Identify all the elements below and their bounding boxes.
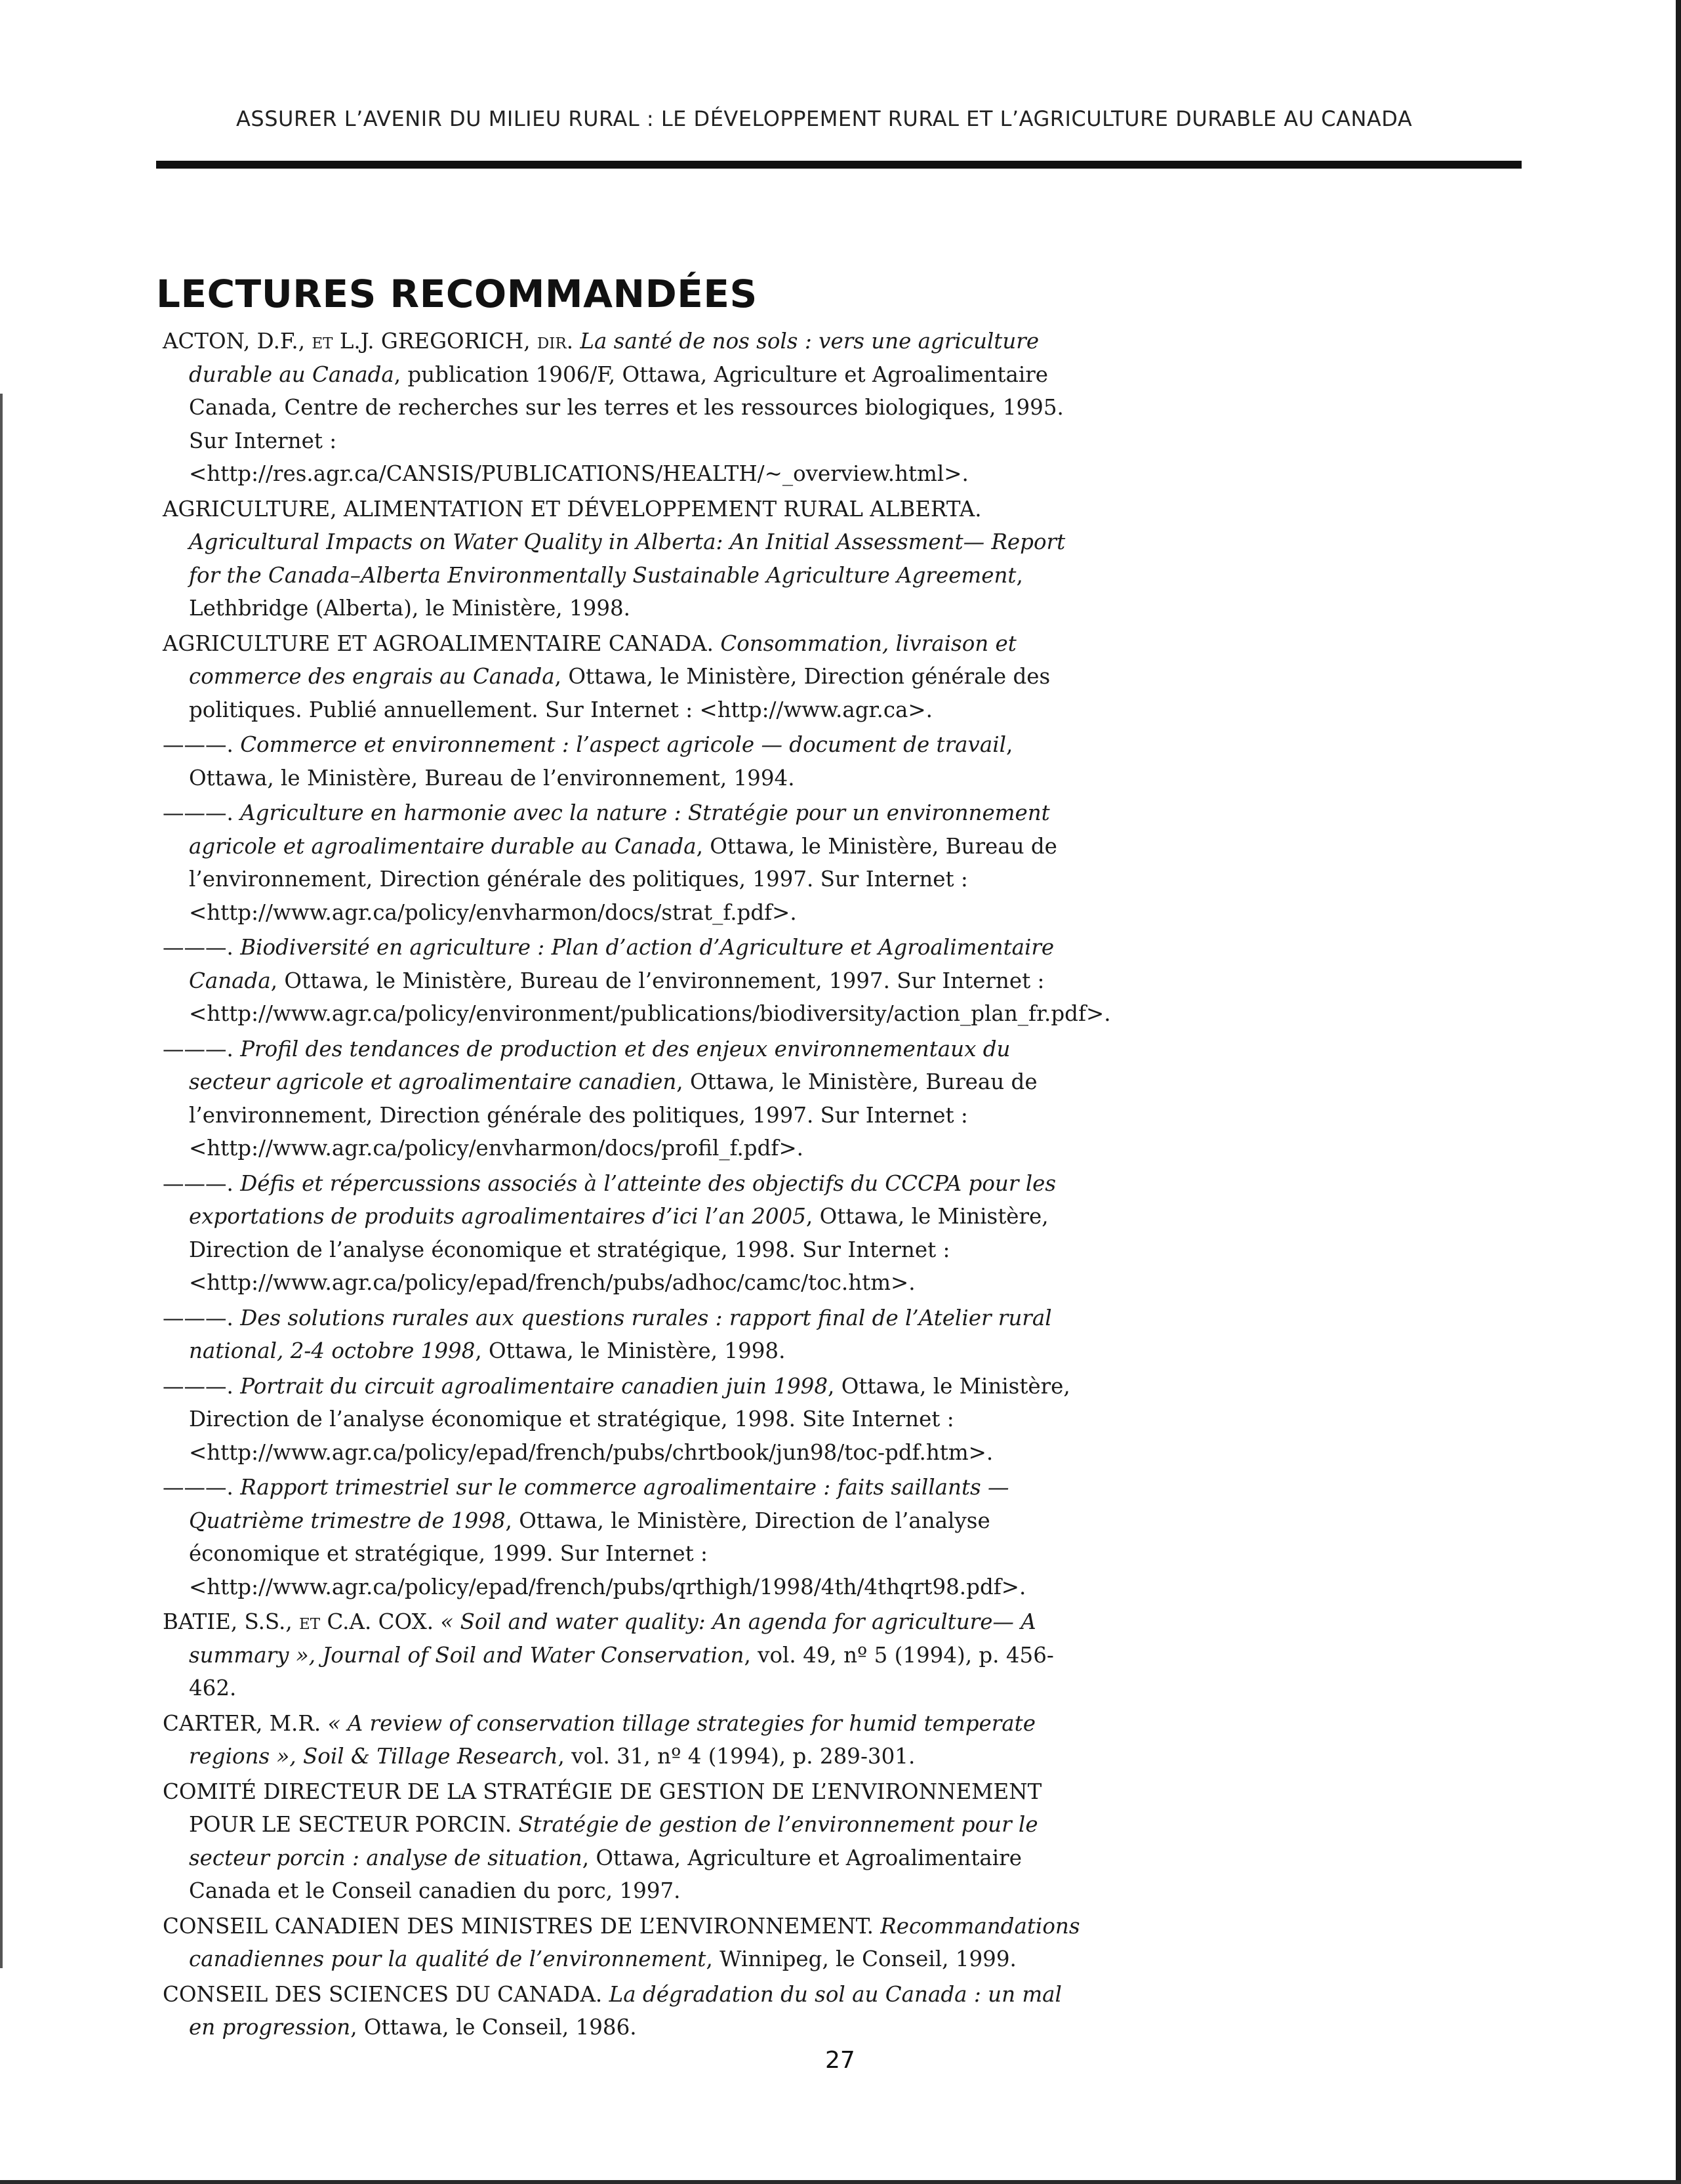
scan-edge-bottom <box>0 2180 1681 2184</box>
scan-edge-right <box>1676 0 1681 2184</box>
reference-entry: ———. Portrait du circuit agroalimentaire canadien juin 1998, Ottawa, le Ministère, Direction de l’analyse économique et stratégique, 1998. Site Internet : <http://www.agr.ca/policy/epad/french/pubs/chrtbook/jun98/toc-pdf.htm>. <box>163 1373 1070 1465</box>
reference-entry: COMITÉ DIRECTEUR DE LA STRATÉGIE DE GESTION DE L’ENVIRONNEMENT POUR LE SECTEUR PORCIN. Stratégie de gestion de l’environnement pour le secteur porcin : analyse de situation, Ottawa, Agriculture et Agroalimentaire Canada et le Conseil canadien du porc, 1997. <box>163 1779 1042 1903</box>
reference-entry: CARTER, M.R. « A review of conservation tillage strategies for humid temperate regions », Soil & Tillage Research, vol. 31, nº 4 (1994), p. 289-301. <box>163 1710 1036 1769</box>
reference-entry: ———. Agriculture en harmonie avec la nature : Stratégie pour un environnement agricole et agroalimentaire durable au Canada, Ottawa, le Ministère, Bureau de l’environnement, Direction générale des politiques, 1997. Sur Internet : <http://www.agr.ca/policy/envharmon/docs/strat_f.pdf>. <box>163 800 1057 925</box>
reference-entry: ———. Des solutions rurales aux questions rurales : rapport final de l’Atelier rural national, 2-4 octobre 1998, Ottawa, le Ministère, 1998. <box>163 1305 1052 1363</box>
scan-edge-left <box>0 394 3 1968</box>
reference-entry: CONSEIL DES SCIENCES DU CANADA. La dégradation du sol au Canada : un mal en progression, Ottawa, le Conseil, 1986. <box>163 1981 1062 2040</box>
reference-list <box>163 325 1111 2046</box>
header-rule <box>156 161 1522 169</box>
reference-entry: CONSEIL CANADIEN DES MINISTRES DE L’ENVIRONNEMENT. Recommandations canadiennes pour la qualité de l’environnement, Winnipeg, le Conseil, 1999. <box>163 1913 1080 1971</box>
reference-entry: ———. Commerce et environnement : l’aspect agricole — document de travail, Ottawa, le Ministère, Bureau de l’environnement, 1994. <box>163 732 1013 791</box>
reference-entry: ———. Rapport trimestriel sur le commerce agroalimentaire : faits saillants — Quatrième trimestre de 1998, Ottawa, le Ministère, Direction de l’analyse économique et stratégique, 1999. Sur Internet : <http://www.agr.ca/policy/epad/french/pubs/qrthigh/1998/4th/4thqrt98.pdf>. <box>163 1475 1026 1599</box>
reference-entry: ———. Profil des tendances de production et des enjeux environnementaux du secteur agricole et agroalimentaire canadien, Ottawa, le Ministère, Bureau de l’environnement, Direction générale des politiques, 1997. Sur Internet : <http://www.agr.ca/policy/envharmon/docs/profil_f.pdf>. <box>163 1036 1038 1161</box>
running-header: ASSURER L’AVENIR DU MILIEU RURAL : LE DÉVELOPPEMENT RURAL ET L’AGRICULTURE DURABLE AU CANADA <box>236 106 1413 131</box>
reference-entry: ———. Défis et répercussions associés à l’atteinte des objectifs du CCCPA pour les exportations de produits agroalimentaires d’ici l’an 2005, Ottawa, le Ministère, Direction de l’analyse économique et stratégique, 1998. Sur Internet : <http://www.agr.ca/policy/epad/french/pubs/adhoc/camc/toc.htm>. <box>163 1170 1057 1295</box>
section-title: LECTURES RECOMMANDÉES <box>156 271 758 316</box>
page-number: 27 <box>825 2047 855 2074</box>
reference-entry: BATIE, S.S., et C.A. COX. « Soil and water quality: An agenda for agriculture— A summary », Journal of Soil and Water Conservation, vol. 49, nº 5 (1994), p. 456-462. <box>163 1609 1054 1700</box>
reference-entry: ACTON, D.F., et L.J. GREGORICH, dir. La santé de nos sols : vers une agriculture durable au Canada, publication 1906/F, Ottawa, Agriculture et Agroalimentaire Canada, Centre de recherches sur les terres et les ressources biologiques, 1995. Sur Internet : <http://res.agr.ca/CANSIS/PUBLICATIONS/HEALTH/~_overview.html>. <box>163 329 1064 486</box>
reference-entry: ———. Biodiversité en agriculture : Plan d’action d’Agriculture et Agroalimentaire Canada, Ottawa, le Ministère, Bureau de l’environnement, 1997. Sur Internet : <http://www.agr.ca/policy/environment/publications/biodiversity/action_plan_fr.pdf>. <box>163 935 1111 1026</box>
reference-entry: AGRICULTURE ET AGROALIMENTAIRE CANADA. Consommation, livraison et commerce des engrais au Canada, Ottawa, le Ministère, Direction générale des politiques. Publié annuellement. Sur Internet : <http://www.agr.ca>. <box>163 630 1051 722</box>
reference-entry: AGRICULTURE, ALIMENTATION ET DÉVELOPPEMENT RURAL ALBERTA. Agricultural Impacts on Water Quality in Alberta: An Initial Assessment— Report for the Canada–Alberta Environmentally Sustainable Agriculture Agreement, Lethbridge (Alberta), le Ministère, 1998. <box>163 496 1066 621</box>
